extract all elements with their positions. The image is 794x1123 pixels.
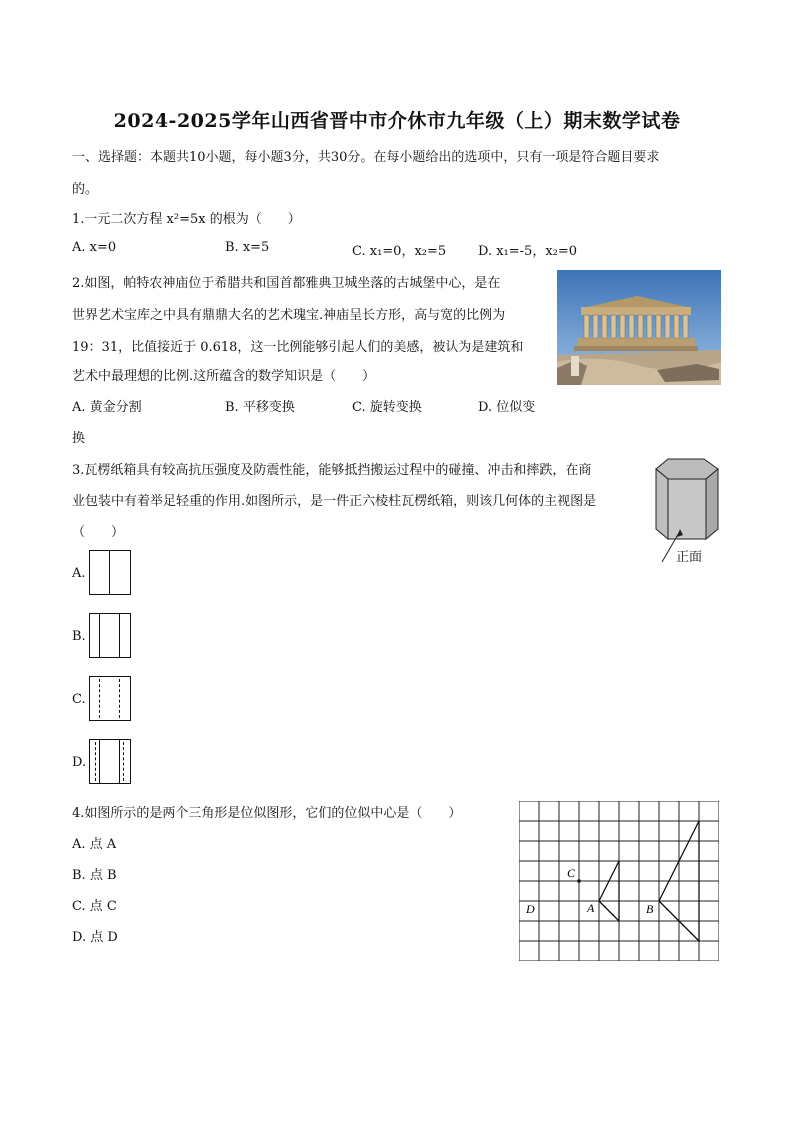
- q4-option-a: A. 点 A: [72, 837, 117, 852]
- q3-option-a: A.: [72, 566, 86, 581]
- q2-line-1: 2.如图，帕特农神庙位于希腊共和国首都雅典卫城坐落的古城堡中心，是在: [72, 276, 501, 291]
- q2-option-b: B. 平移变换: [225, 400, 295, 415]
- q4-option-b: B. 点 B: [72, 868, 117, 883]
- q3-line-2: 业包装中有着举足轻重的作用.如图所示，是一件正六棱柱瓦楞纸箱，则该几何体的主视图是: [72, 494, 597, 509]
- q1-option-c: C. x₁=0，x₂=5: [352, 244, 447, 259]
- q4-stem: 4.如图所示的是两个三角形是位似图形，它们的位似中心是（ ）: [72, 806, 462, 821]
- q2-option-d-wrap: 换: [72, 431, 86, 446]
- q3-option-b: B.: [72, 629, 86, 644]
- q3-line-3: （ ）: [72, 525, 125, 540]
- point-label-b: B: [646, 902, 654, 916]
- q2-line-2: 世界艺术宝库之中具有鼎鼎大名的艺术瑰宝.神庙呈长方形，高与宽的比例为: [72, 308, 506, 323]
- q3-option-c: C.: [72, 692, 86, 707]
- q2-option-a: A. 黄金分割: [72, 400, 142, 415]
- section-instructions-line-1: 一、选择题：本题共10小题，每小题3分，共30分。在每小题给出的选项中，只有一项是符合题目要求: [72, 150, 660, 165]
- point-label-a: A: [587, 901, 595, 915]
- parthenon-photo: [557, 270, 721, 385]
- q3-line-1: 3.瓦楞纸箱具有较高抗压强度及防震性能，能够抵挡搬运过程中的碰撞、冲击和摔跌，在商: [72, 463, 592, 478]
- q1-option-a: A. x=0: [72, 240, 117, 255]
- section-instructions-line-2: 的。: [72, 182, 99, 197]
- q1-option-b: B. x=5: [225, 240, 270, 255]
- q3-option-c-figure: [89, 676, 131, 721]
- q2-line-3: 19：31，比值接近于 0.618，这一比例能够引起人们的美感，被认为是建筑和: [72, 340, 524, 355]
- q4-option-c: C. 点 C: [72, 899, 117, 914]
- q2-option-d: D. 位似变: [478, 400, 536, 415]
- page-title: 2024-2025学年山西省晋中市介休市九年级（上）期末数学试卷: [113, 110, 681, 132]
- q3-option-d: D.: [72, 755, 87, 770]
- q2-line-4: 艺术中最理想的比例.这所蕴含的数学知识是（ ）: [72, 369, 376, 384]
- homothety-grid-figure: [519, 801, 719, 961]
- q4-option-d: D. 点 D: [72, 930, 118, 945]
- q1-stem: 1.一元二次方程 x²=5x 的根为（ ）: [72, 212, 301, 227]
- point-label-c: C: [567, 866, 576, 880]
- q2-option-c: C. 旋转变换: [352, 400, 422, 415]
- point-label-d: D: [526, 902, 535, 916]
- q3-option-a-figure: [89, 550, 131, 595]
- q1-option-d: D. x₁=-5，x₂=0: [478, 244, 578, 259]
- q3-option-d-figure: [89, 739, 131, 784]
- front-view-label: 正面: [676, 550, 703, 565]
- q3-option-b-figure: [89, 613, 131, 658]
